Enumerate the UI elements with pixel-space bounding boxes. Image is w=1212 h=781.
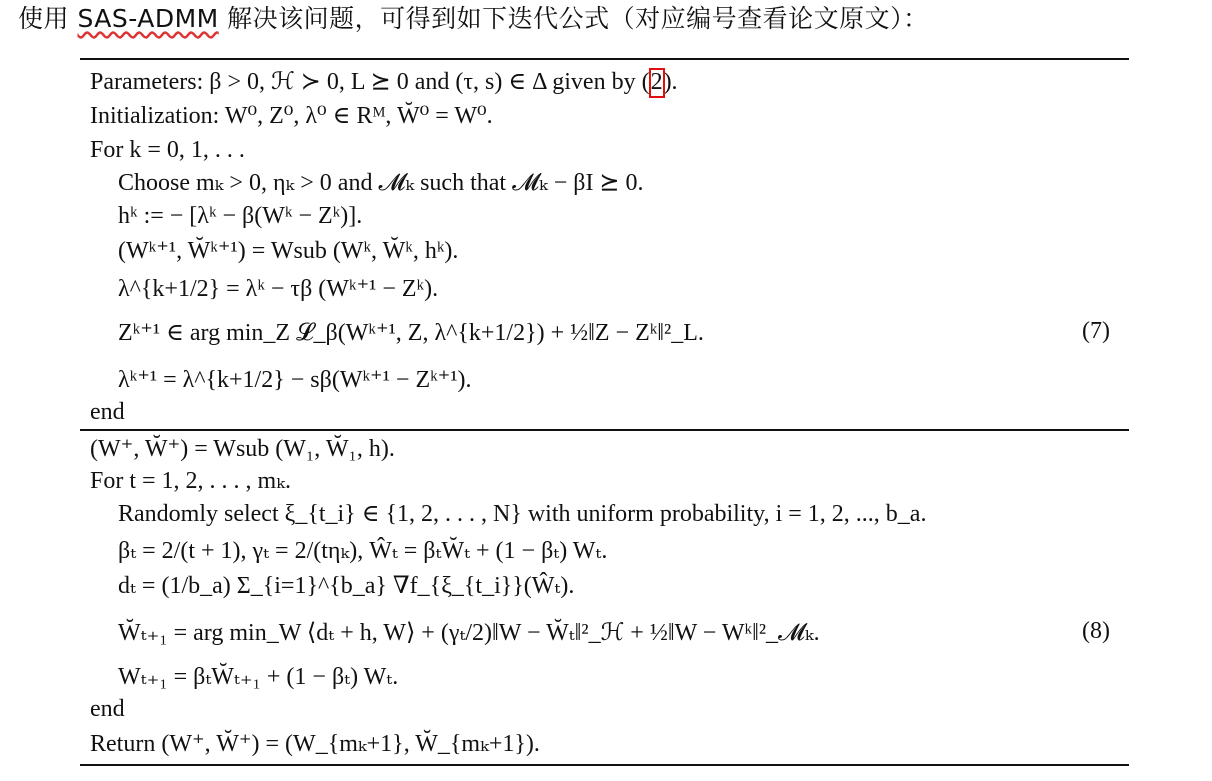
random-select-line: Randomly select ξ_{t_i} ∈ {1, 2, . . . , N} with uniform probability, i = 1, 2, ..., b_a. [118,501,927,527]
initialization-line: Initialization: W⁰, Z⁰, λ⁰ ∈ Rᴹ, W̆⁰ = W⁰. [90,103,493,129]
w-next-line: Wₜ₊₁ = βₜW̆ₜ₊₁ + (1 − βₜ) Wₜ. [118,664,399,690]
parameters-math: β > 0, ℋ ≻ 0, L ⪰ 0 and (τ, s) ∈ Δ given by ( [209,69,650,95]
algorithm-top-rule [80,58,1129,60]
equation-reference-link[interactable]: 2 [650,69,663,95]
choose-line: Choose mₖ > 0, ηₖ > 0 and 𝓜ₖ such that 𝓜ₖ − βI ⪰ 0. [118,170,644,196]
intro-text [18,2,929,36]
for-t-line: For t = 1, 2, . . . , mₖ. [90,468,291,494]
lambda-next-line: λᵏ⁺¹ = λ^{k+1/2} − sβ(Wᵏ⁺¹ − Zᵏ⁺¹). [118,367,472,393]
end-outer-line: end [90,399,125,425]
equation-number-8: (8) [1082,618,1110,644]
parameters-line [90,67,678,97]
lambda-half-line: λ^{k+1/2} = λᵏ − τβ (Wᵏ⁺¹ − Zᵏ). [118,276,439,302]
h-definition-line: hᵏ := − [λᵏ − β(Wᵏ − Zᵏ)]. [118,203,363,229]
algorithm-middle-rule [80,429,1129,431]
wsub-inner-line: (W⁺, W̆⁺) = Wsub (W₁, W̆₁, h). [90,436,395,462]
equation-number-7: (7) [1082,318,1110,344]
parameters-label: Parameters: [90,69,210,95]
w-breve-update-line: W̆ₜ₊₁ = arg min_W ⟨dₜ + h, W⟩ + (γₜ/2)‖W − W̆ₜ‖²_ℋ + ½‖W − Wᵏ‖²_𝓜ₖ. [118,620,820,646]
method-name: SAS-ADMM [77,4,219,33]
return-line: Return (W⁺, W̆⁺) = (W_{mₖ+1}, W̆_{mₖ+1}). [90,731,540,757]
intro-prefix: 使用 [18,4,78,33]
algorithm-bottom-rule [80,764,1129,766]
parameters-end: ). [663,69,678,95]
for-k-line: For k = 0, 1, . . . [90,137,245,163]
end-inner-line: end [90,696,125,722]
intro-suffix: 解决该问题，可得到如下迭代公式（对应编号查看论文原文）： [218,4,929,33]
beta-gamma-line: βₜ = 2/(t + 1), γₜ = 2/(tηₖ), Ŵₜ = βₜW̆ₜ + (1 − βₜ) Wₜ. [118,538,608,564]
d-definition-line: dₜ = (1/b_a) Σ_{i=1}^{b_a} ∇f_{ξ_{t_i}}(Ŵₜ). [118,573,575,599]
wsub-k-line: (Wᵏ⁺¹, W̆ᵏ⁺¹) = Wsub (Wᵏ, W̆ᵏ, hᵏ). [118,238,459,264]
z-update-line: Zᵏ⁺¹ ∈ arg min_Z 𝓛_β(Wᵏ⁺¹, Z, λ^{k+1/2}) + ½‖Z − Zᵏ‖²_L. [118,320,704,346]
